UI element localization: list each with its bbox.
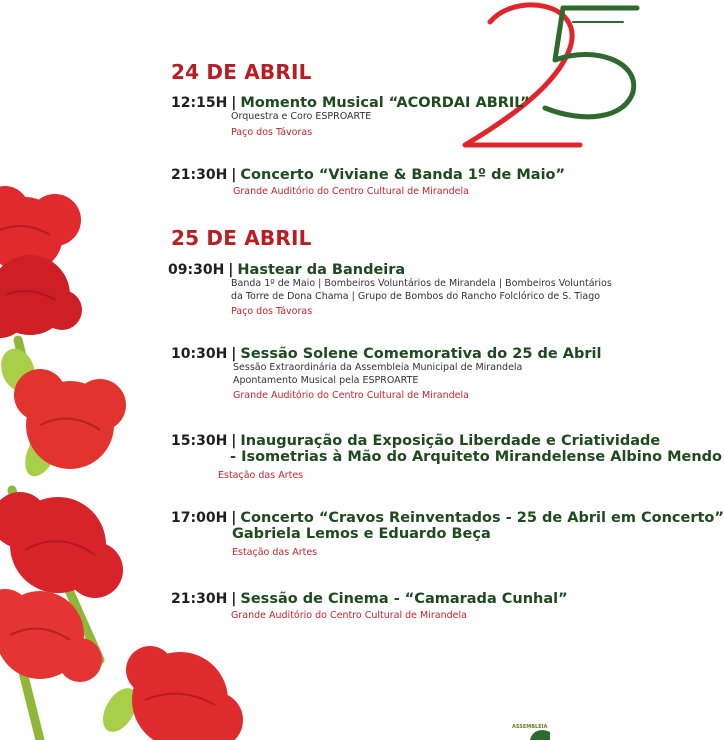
event-item	[171, 95, 530, 139]
event-title: Sessão de Cinema - “Camarada Cunhal”	[240, 591, 568, 607]
event-time: 21:30H	[171, 167, 228, 183]
event-title: Momento Musical “ACORDAI ABRIL”	[240, 95, 530, 111]
event-item	[171, 510, 724, 559]
event-title-continued: Gabriela Lemos e Eduardo Beça	[232, 526, 491, 542]
event-time: 21:30H	[171, 591, 228, 607]
event-item	[171, 167, 565, 198]
separator: |	[231, 510, 237, 526]
event-item	[171, 433, 722, 482]
separator: |	[231, 95, 237, 111]
day-heading-24-abril: 24 DE ABRIL	[171, 60, 312, 84]
separator: |	[231, 167, 237, 183]
event-location: Grande Auditório do Centro Cultural de Mirandela	[233, 186, 469, 197]
event-title: Concerto “Cravos Reinventados - 25 de Abril em Concerto”	[240, 510, 724, 526]
event-time: 09:30H	[168, 262, 225, 278]
event-location: Estação das Artes	[218, 470, 304, 481]
event-description: Orquestra e Coro ESPROARTE	[231, 111, 372, 122]
separator: |	[228, 262, 234, 278]
event-title-continued: - Isometrias à Mão do Arquiteto Mirandelense Albino Mendo	[230, 449, 723, 465]
svg-text:ASSEMBLEIA: ASSEMBLEIA	[512, 724, 548, 730]
event-title: Concerto “Viviane & Banda 1º de Maio”	[240, 167, 566, 183]
event-title: Inauguração da Exposição Liberdade e Criatividade	[240, 433, 661, 449]
event-description: Apontamento Musical pela ESPROARTE	[233, 374, 419, 386]
event-location: Grande Auditório do Centro Cultural de Mirandela	[231, 610, 467, 621]
event-time: 17:00H	[171, 510, 228, 526]
event-title: Sessão Solene Comemorativa do 25 de Abril	[240, 346, 602, 362]
event-time: 15:30H	[171, 433, 228, 449]
separator: |	[231, 433, 237, 449]
separator: |	[231, 591, 237, 607]
day-heading-25-abril: 25 DE ABRIL	[171, 226, 312, 250]
event-item	[171, 591, 568, 622]
event-title: Hastear da Bandeira	[237, 262, 406, 278]
event-location: Paço dos Távoras	[231, 306, 313, 317]
event-location: Paço dos Távoras	[231, 126, 313, 138]
event-location: Estação das Artes	[232, 547, 318, 558]
event-item	[168, 262, 612, 318]
event-item	[171, 346, 601, 402]
event-description: Banda 1º de Maio | Bombeiros Voluntários de Mirandela | Bombeiros Voluntários	[231, 278, 612, 289]
separator: |	[231, 346, 237, 362]
event-time: 10:30H	[171, 346, 228, 362]
event-time: 12:15H	[171, 95, 228, 111]
assembly-logo	[510, 722, 550, 740]
event-description: Sessão Extraordinária da Assembleia Municipal de Mirandela	[233, 362, 523, 373]
event-location: Grande Auditório do Centro Cultural de Mirandela	[233, 390, 469, 401]
event-description: da Torre de Dona Chama | Grupo de Bombos do Rancho Folclórico de S. Tiago	[231, 290, 601, 302]
